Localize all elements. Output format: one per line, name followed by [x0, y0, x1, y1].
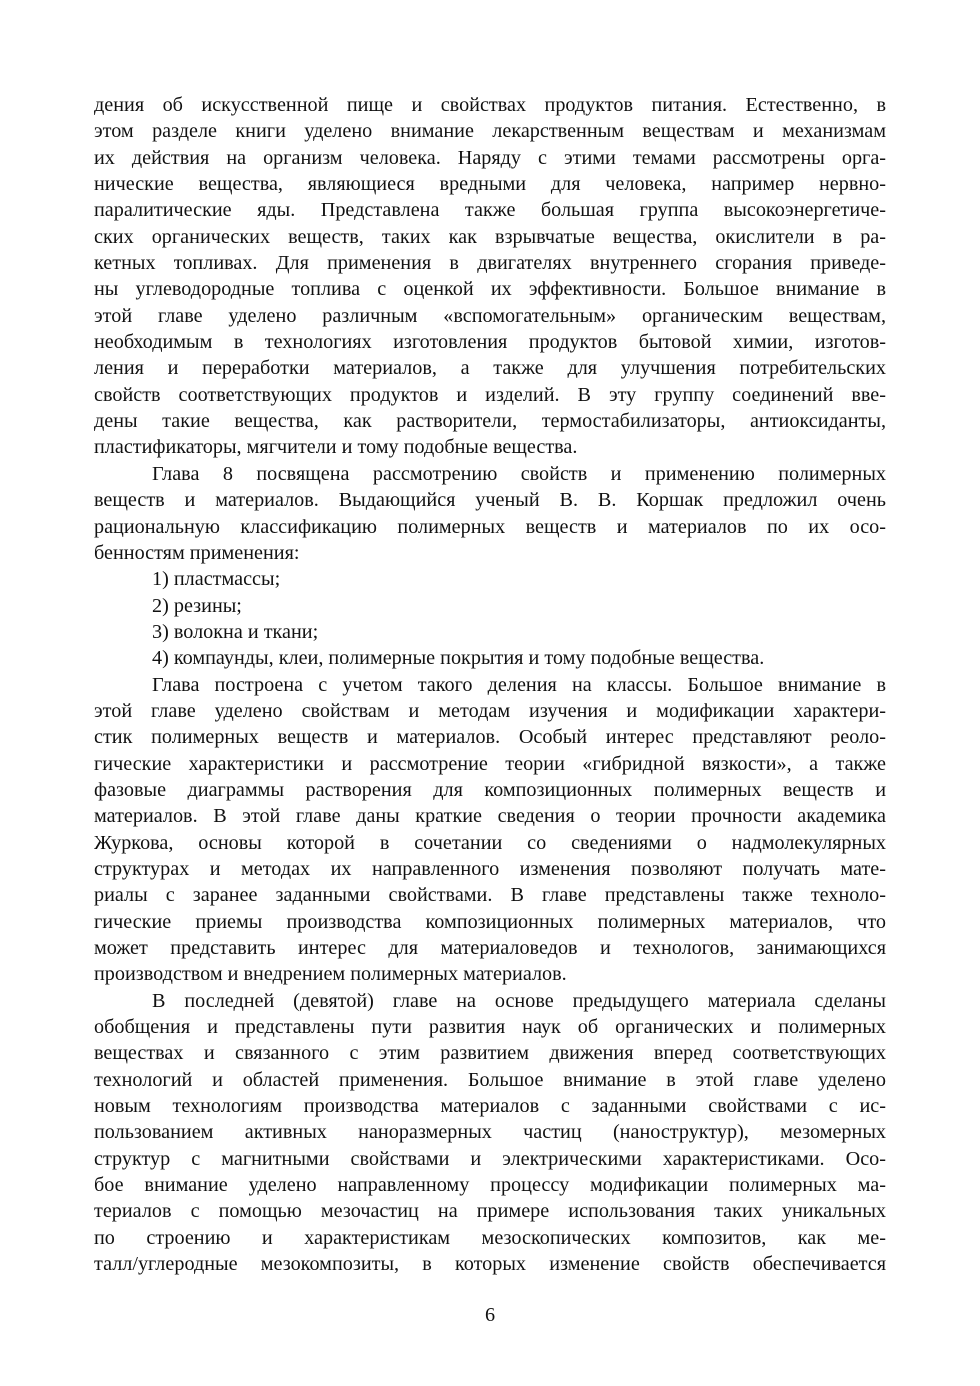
text-line: стик полимерных веществ и материалов. Особый интерес представляют реоло- [94, 726, 886, 749]
text-line: гические характеристики и рассмотрение теории «гибридной вязкости», а также [94, 752, 886, 775]
text-line: свойств соответствующих продуктов и изделий. В эту группу соединений вве- [94, 383, 886, 406]
text-line: может представить интерес для материаловедов и технологов, занимающихся [94, 937, 886, 959]
text-line: пластификаторы, мягчители и тому подобные вещества. [94, 436, 578, 459]
text-line: обобщения и представлены пути развития наук об органических и полимерных [94, 1016, 886, 1039]
text-line: производством и внедрением полимерных материалов. [94, 963, 567, 986]
text-line: нические вещества, являющиеся вредными для человека, например нервно- [94, 173, 886, 196]
paragraph-first-line: Глава 8 посвящена рассмотрению свойств и применению полимерных [152, 462, 886, 485]
text-line: ны углеводородные топлива с оценкой их эффективности. Большое внимание в [94, 278, 886, 301]
text-line: веществ и материалов. Выдающийся ученый В. В. Коршак предложил очень [94, 489, 886, 512]
list-item: 1) пластмассы; [152, 568, 281, 591]
text-line: фазовые диаграммы растворения для композиционных полимерных веществ и [94, 778, 886, 801]
paragraph-first-line: Глава построена с учетом такого деления на классы. Большое внимание в [152, 673, 886, 696]
text-line: технологий и областей применения. Большое внимание в этой главе уделено [94, 1068, 886, 1091]
text-line: ских органических веществ, таких как взрывчатые вещества, окислители в ра- [94, 225, 886, 248]
text-line: веществах и связанного с этим развитием движения вперед соответствующих [94, 1042, 886, 1065]
text-line: бое внимание уделено направленному процессу модификации полимерных ма- [94, 1174, 886, 1197]
text-line: бенностям применения: [94, 541, 300, 564]
text-line: ления и переработки материалов, а также для улучшения потребительских [94, 357, 886, 380]
text-line: новым технологиям производства материалов с заданными свойствами с ис- [94, 1095, 886, 1118]
text-line: дены такие вещества, как растворители, термостабилизаторы, антиоксиданты, [94, 410, 886, 433]
text-line: паралитические яды. Представлена также большая группа высокоэнергетиче- [94, 199, 886, 222]
list-item: 3) волокна и ткани; [152, 620, 319, 643]
text-line: териалов с помощью мезочастиц на примере использования таких уникальных [94, 1200, 886, 1223]
text-line: талл/углеродные мезокомпозиты, в которых изменение свойств обеспечивается [94, 1253, 886, 1276]
text-line: пользованием активных наноразмерных частиц (наноструктур), мезомерных [94, 1121, 886, 1144]
page-number: 6 [484, 1304, 496, 1326]
text-line: структурах и методах их направленного изменения позволяют получать мате- [94, 857, 886, 880]
text-line: кетных топливах. Для применения в двигателях внутреннего сгорания приведе- [94, 252, 886, 275]
text-line: материалов. В этой главе даны краткие сведения о теории прочности академика [94, 805, 886, 828]
list-item: 4) компаунды, клеи, полимерные покрытия и тому подобные вещества. [152, 647, 765, 670]
list-item: 2) резины; [152, 594, 242, 617]
text-line: дения об искусственной пище и свойствах продуктов питания. Естественно, в [94, 94, 886, 116]
text-line: этой главе уделено свойствам и методам изучения и модификации характери- [94, 699, 886, 722]
text-line: необходимым в технологиях изготовления продуктов бытовой химии, изготов- [94, 331, 886, 354]
text-line: этом разделе книги уделено внимание лекарственным веществам и механизмам [94, 120, 886, 143]
text-line: этой главе уделено различным «вспомогательным» органическим веществам, [94, 304, 886, 327]
text-line: Журкова, основы которой в сочетании со сведениями о надмолекулярных [94, 831, 886, 854]
text-line: их действия на организм человека. Наряду с этими темами рассмотрены орга- [94, 146, 886, 169]
text-line: по строению и характеристикам мезоскопических композитов, как ме- [94, 1226, 886, 1249]
page-body [94, 92, 886, 1277]
paragraph-first-line: В последней (девятой) главе на основе предыдущего материала сделаны [152, 989, 886, 1012]
text-line: риалы с заранее заданными свойствами. В главе представлены также техноло- [94, 884, 886, 907]
text-line: гические приемы производства композиционных полимерных материалов, что [94, 910, 886, 933]
text-line: структур с магнитными свойствами и электрическими характеристиками. Осо- [94, 1147, 886, 1170]
text-line: рациональную классификацию полимерных веществ и материалов по их осо- [94, 515, 886, 538]
